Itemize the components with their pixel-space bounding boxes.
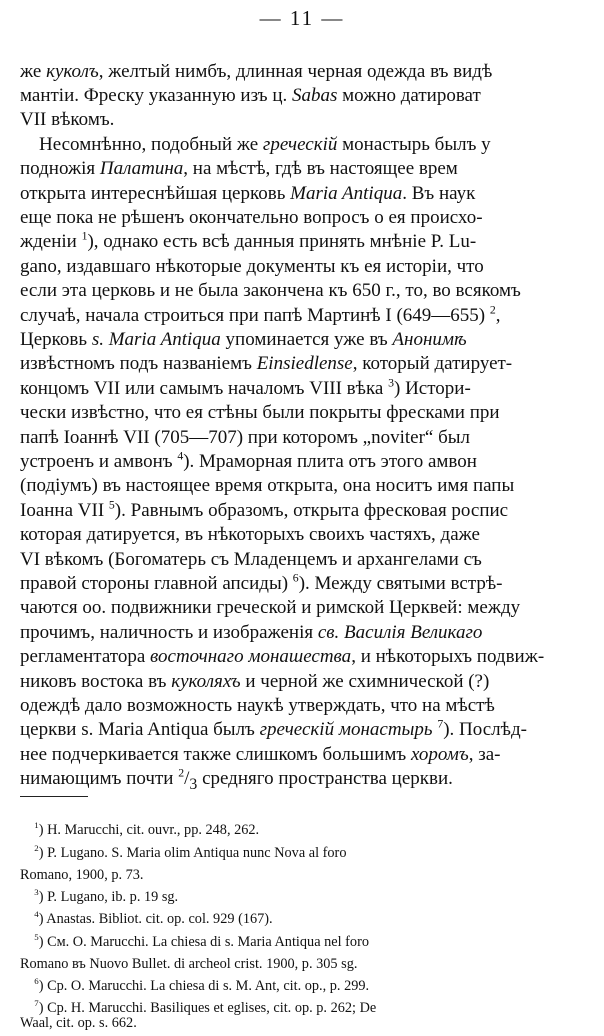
body-line: (подіумъ) въ настоящее время открыта, она носитъ имя папы [20, 475, 515, 496]
body-line: подножія Палатина, на мѣстѣ, гдѣ въ настоящее врем [20, 158, 458, 179]
footnote-divider [20, 796, 88, 797]
body-line: нее подчеркивается также слишкомъ большимъ хоромъ, за- [20, 744, 501, 765]
body-line: папѣ Іоаннѣ VII (705—707) при которомъ „noviter“ был [20, 427, 471, 448]
body-line: gano, издавшаго нѣкоторые документы къ ея исторіи, что [20, 256, 484, 277]
body-line: мантіи. Фреску указанную изъ ц. Sabas можно датироват [20, 85, 481, 106]
footnote-line: $^2$) P. Lugano. S. Maria olim Antiqua nunc Nova al foro [34, 843, 347, 861]
footnote-line: $^3$) P. Lugano, ib. p. 19 sg. [34, 887, 179, 905]
footnote-line: Waal, cit. op. s. 662. [20, 1015, 137, 1031]
footnote-line: $^7$) Cp. H. Marucchi. Basiliques et eglises, cit. op. p. 262; De [34, 998, 377, 1016]
body-line: регламентатора восточнаго монашества, и нѣкоторыхъ подвиж- [20, 646, 545, 667]
body-line: правой стороны главной апсиды) $^6$). Между святыми встрѣ- [20, 571, 503, 594]
body-line: устроенъ и амвонъ $^4$). Мраморная плита отъ этого амвон [20, 449, 477, 472]
footnote-line: Romano, 1900, p. 73. [20, 867, 144, 883]
body-line: VII вѣкомъ. [20, 109, 115, 130]
body-line: Церковь s. Maria Antiqua упоминается уже въ Анонимѣ [20, 329, 467, 350]
body-line: случаѣ, начала строиться при папѣ Мартинѣ I (649—655) $^2$, [20, 303, 501, 326]
body-line: чески извѣстно, что ея стѣны были покрыты фресками при [20, 402, 500, 423]
body-line: извѣстномъ подъ названіемъ Einsiedlense, который датирует- [20, 353, 513, 374]
body-line: Несомнѣнно, подобный же греческій монастырь былъ у [20, 134, 491, 155]
body-line: нимающимъ почти $^2/_3$ средняго пространства церкви. [20, 766, 453, 793]
body-line: концомъ VII или самымъ началомъ VIII вѣка $^3$) Истори- [20, 376, 471, 399]
body-line: церкви s. Maria Antiqua былъ греческій монастырь $^7$). Послѣд- [20, 717, 527, 740]
body-line: VI вѣкомъ (Богоматерь съ Младенцемъ и архангелами съ [20, 549, 482, 570]
body-line: еще пока не рѣшенъ окончательно вопросъ о ея происхо- [20, 207, 483, 228]
footnote-line: $^5$) См. O. Marucchi. La chiesa di s. Maria Antiqua nel foro [34, 932, 369, 950]
body-line: никовъ востока въ куколяхъ и черной же схимнической (?) [20, 671, 490, 692]
body-line: Іоанна VII $^5$). Равнымъ образомъ, открыта фресковая роспис [20, 498, 509, 521]
body-line: прочимъ, наличность и изображенія св. Василія Великаго [20, 622, 483, 643]
body-line: же куколъ, желтый нимбъ, длинная черная одежда въ видѣ [20, 61, 493, 82]
footnote-line: $^6$) Cp. O. Marucchi. La chiesa di s. M. Ant, cit. op., p. 299. [34, 976, 370, 994]
page-number: — 11 — [259, 6, 345, 30]
body-line: жденіи $^1$), однако есть всѣ данныя принять мнѣніе P. Lu- [20, 229, 477, 252]
body-line: открыта интереснѣйшая церковь Maria Antiqua. Въ наук [20, 183, 476, 204]
footnote-line: Romano въ Nuovo Bullet. di archeol crist. 1900, p. 305 sg. [20, 956, 358, 972]
body-line: если эта церковь и не была закончена къ 650 г., то, во всякомъ [20, 280, 521, 301]
body-line: которая датируется, въ нѣкоторыхъ своихъ частяхъ, даже [20, 524, 480, 545]
body-line: одеждѣ дало возможность наукѣ утверждать, что на мѣстѣ [20, 695, 495, 716]
footnote-line: $^4$) Anastas. Bibliot. cit. op. col. 929 (167). [34, 909, 273, 927]
body-line: чаются оо. подвижники греческой и римской Церквей: между [20, 597, 521, 618]
footnote-line: $^1$) H. Marucchi, cit. ouvr., pp. 248, 262. [34, 820, 260, 838]
